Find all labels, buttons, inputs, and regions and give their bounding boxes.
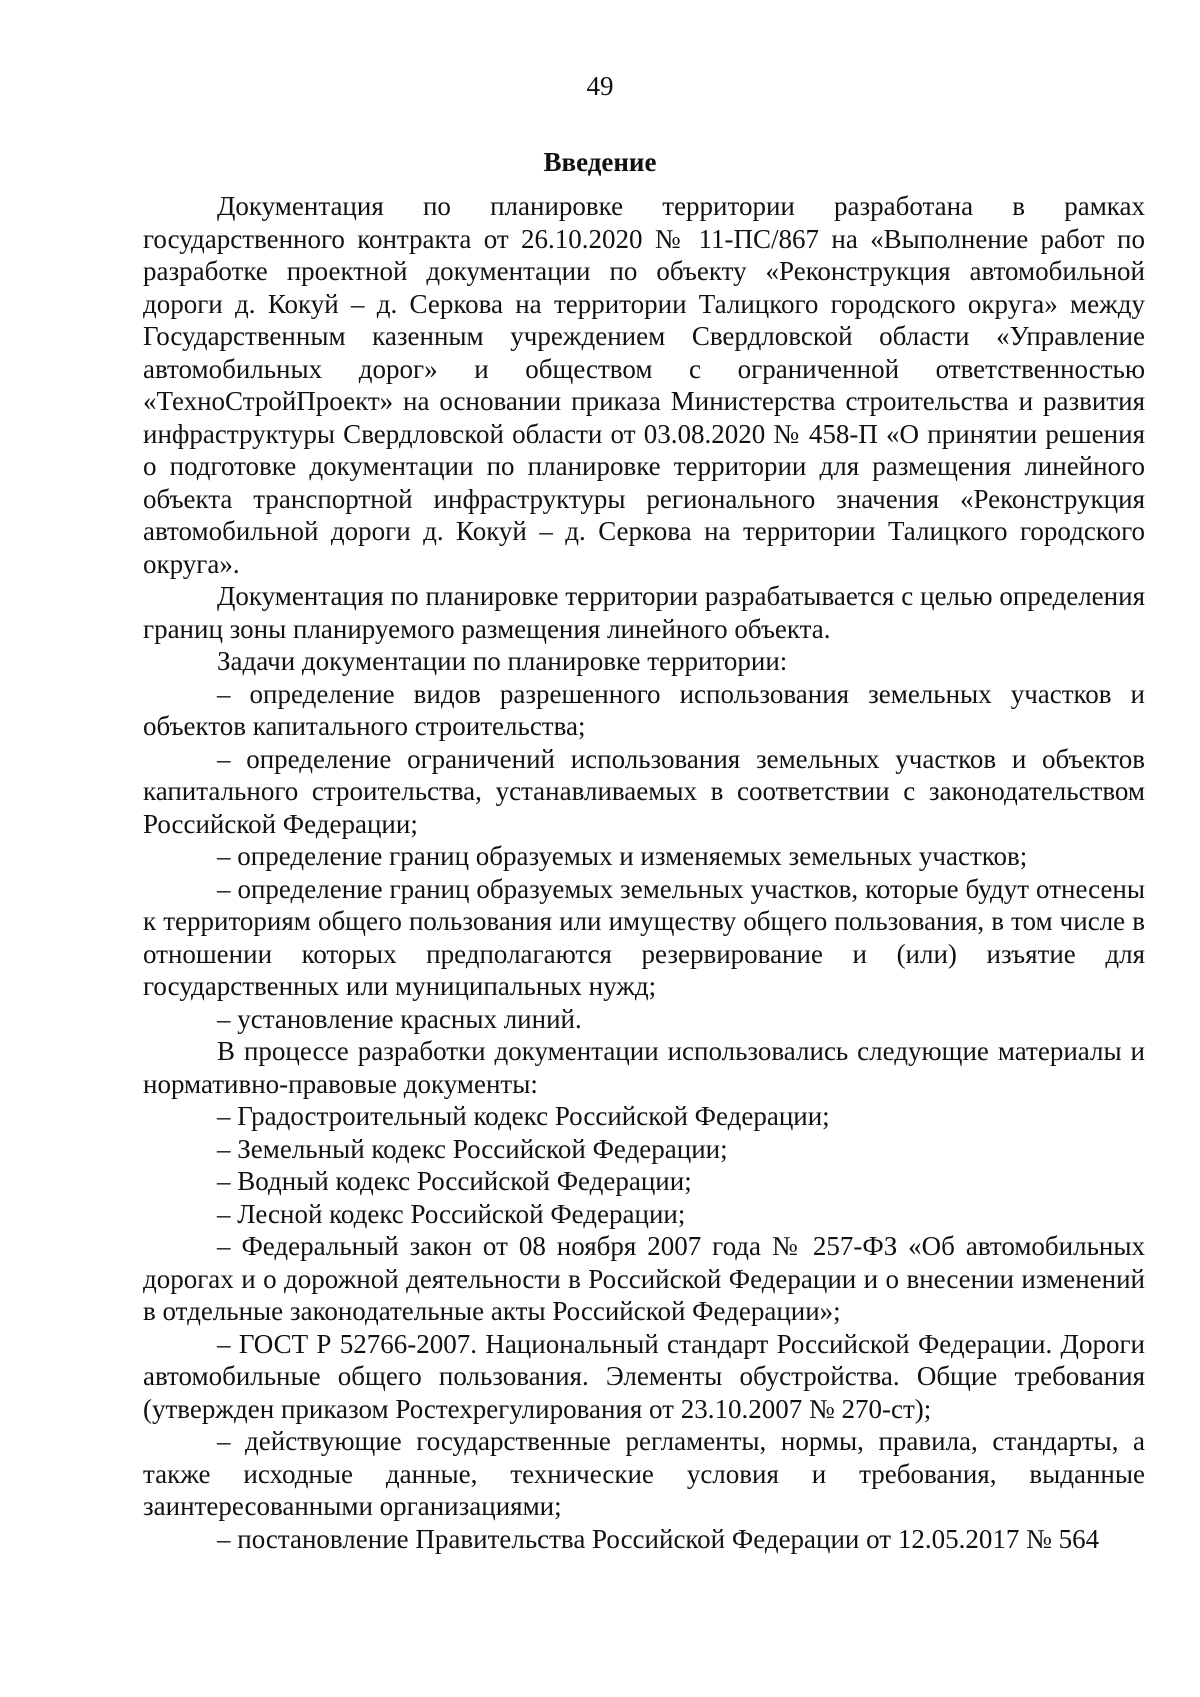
list-item: – определение границ образуемых и изменяемых земельных участков; xyxy=(217,841,1028,871)
list-item: – действующие государственные регламенты, нормы, правила, стандарты, а также исходные данные, технические условия и требования, выданные заинтересованными организациями; xyxy=(143,1426,1145,1521)
paragraph-materials-heading: В процессе разработки документации использовались следующие материалы и нормативно-правовые документы: xyxy=(143,1036,1145,1099)
list-item: – определение ограничений использования земельных участков и объектов капитального строительства, устанавливаемых в соответствии с законодательством Российской Федерации; xyxy=(143,743,1145,839)
list-item: – Лесной кодекс Российской Федерации; xyxy=(217,1198,686,1229)
body-text xyxy=(143,190,1145,1555)
list-item: – Водный кодекс Российской Федерации; xyxy=(217,1166,692,1196)
paragraph-tasks-heading: Задачи документации по планировке территории: xyxy=(217,646,788,676)
list-item: – установление красных линий. xyxy=(217,1003,582,1034)
list-item: – Земельный кодекс Российской Федерации; xyxy=(217,1133,728,1164)
page-number: 49 xyxy=(586,71,614,101)
paragraph-intro: Документация по планировке территории разработана в рамках государственного контракта от 26.10.2020 № 11-ПС/867 на «Выполнение работ по разработке проектной документации по объекту «Реконструкция автомобильной дороги д. Кокуй – д. Серкова на территории Талицкого городского округа» между Государственным казенным учреждением Свердловской области «Управление автомобильных дорог» и обществом с ограниченной ответственностью «ТехноСтройПроект» на основании приказа Министерства строительства и развития инфраструктуры Свердловской области от 03.08.2020 № 458-П «О принятии решения о подготовке документации по планировке территории для размещения линейного объекта транспортной инфраструктуры регионального значения «Реконструкция автомобильной дороги д. Кокуй – д. Серкова на территории Талицкого городского округа». xyxy=(143,191,1145,579)
list-item: – ГОСТ Р 52766-2007. Национальный стандарт Российской Федерации. Дороги автомобильные общего пользования. Элементы обустройства. Общие требования (утвержден приказом Ростехрегулирования от 23.10.2007 № 270-ст); xyxy=(143,1328,1145,1424)
list-item: – определение границ образуемых земельных участков, которые будут отнесены к территориям общего пользования или имуществу общего пользования, в том числе в отношении которых предполагаются резервирование и (или) изъятие для государственных или муниципальных нужд; xyxy=(143,873,1145,1001)
list-item: – Федеральный закон от 08 ноября 2007 года № 257-ФЗ «Об автомобильных дорогах и о дорожной деятельности в Российской Федерации и о внесении изменений в отдельные законодательные акты Российской Федерации»; xyxy=(143,1231,1145,1326)
list-item: – определение видов разрешенного использования земельных участков и объектов капитального строительства; xyxy=(143,678,1145,741)
list-item: – Градостроительный кодекс Российской Федерации; xyxy=(217,1101,830,1131)
section-title: Введение xyxy=(543,147,657,177)
paragraph-purpose: Документация по планировке территории разрабатывается с целью определения границ зоны планируемого размещения линейного объекта. xyxy=(143,581,1145,644)
list-item: – постановление Правительства Российской Федерации от 12.05.2017 № 564 xyxy=(217,1523,1100,1554)
